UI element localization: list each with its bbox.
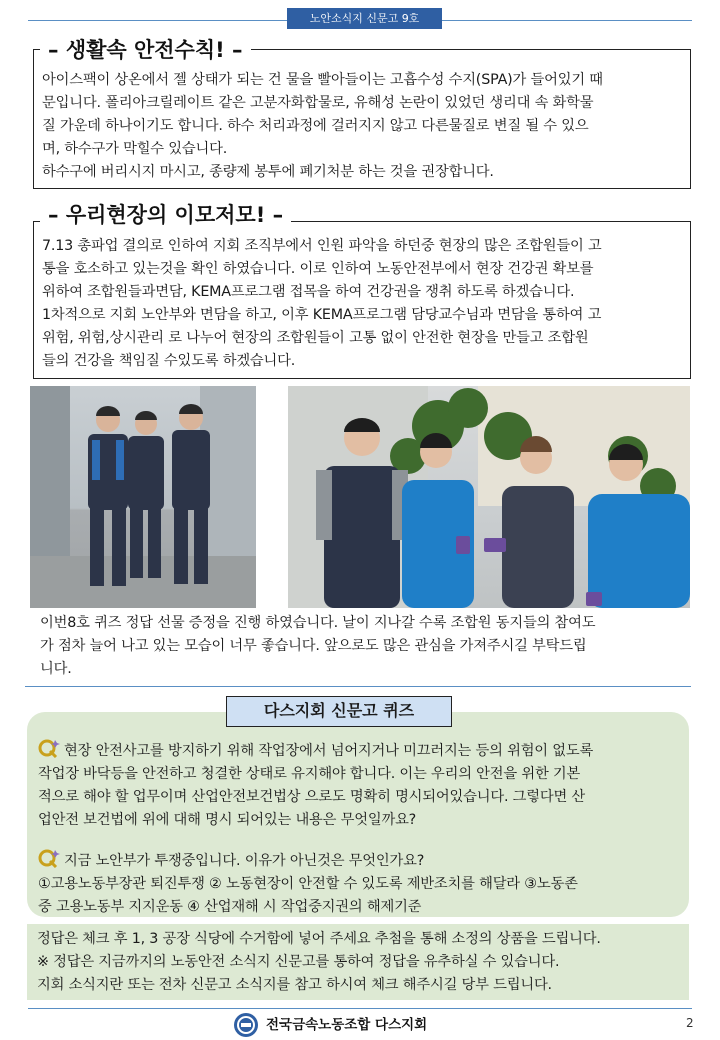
newsletter-issue-tag: 노안소식지 신문고 9호 xyxy=(287,8,442,29)
text-line: 지회 소식지란 또는 전차 신문고 소식지를 참고 하시여 체크 해주시길 당부 드립니다. xyxy=(37,977,552,993)
question-q-icon xyxy=(38,738,62,758)
text-line: 니다. xyxy=(40,661,72,677)
text-line: 이번8호 퀴즈 정답 선물 증정을 진행 하였습니다. 날이 지나갈 수록 조합원 동지들의 참여도 xyxy=(40,615,596,631)
union-name: 전국금속노동조합 다스지회 xyxy=(266,1017,428,1033)
text-line: 위하여 조합원들과면담, KEMA프로그램 접목을 하여 건강권을 쟁취 하도록 하겠습니다. xyxy=(42,284,575,300)
site-news-title-text: 우리현장의 이모저모! xyxy=(65,203,266,227)
safety-rules-text xyxy=(42,69,682,184)
text-line: 들의 건강을 책임질 수있도록 하겠습니다. xyxy=(42,353,296,369)
text-line: 하수구에 버리시지 마시고, 종량제 봉투에 폐기처분 하는 것을 권장합니다. xyxy=(42,164,494,180)
site-news-box xyxy=(33,221,691,379)
text-line: 질 가운데 하나이기도 합니다. 하수 처리과정에 걸러지지 않고 다른물질로 변질 될 수 있으 xyxy=(42,118,589,134)
section-divider xyxy=(25,686,691,687)
text-line: 아이스팩이 상온에서 젤 상태가 되는 건 물을 빨아들이는 고흡수성 수지(SPA)가 들어있기 때 xyxy=(42,72,603,88)
text-line: 중 고용노동부 지지운동 ④ 산업재해 시 작업중지권의 해제기준 xyxy=(38,899,422,915)
text-line: 작업장 바닥등을 안전하고 청결한 상태로 유지해야 합니다. 이는 우리의 안전을 위한 기본 xyxy=(38,766,581,782)
text-line: 7.13 총파업 결의로 인하여 지회 조직부에서 인원 파악을 하던중 현장의 많은 조합원들이 고 xyxy=(42,238,602,254)
text-line: 적으로 해야 할 업무이며 산업안전보건법상 으로도 명확히 명시되어있습니다. 그렇다면 산 xyxy=(38,789,586,805)
safety-rules-box xyxy=(33,49,691,189)
quiz-title: 다스지회 신문고 퀴즈 xyxy=(226,696,452,727)
site-news-text xyxy=(42,235,682,373)
text-line xyxy=(38,848,678,873)
photo-three-workers xyxy=(30,386,256,608)
question-q-icon xyxy=(38,848,62,868)
text-line: ①고용노동부장관 퇴진투쟁 ② 노동현장이 안전할 수 있도록 제반조치를 해달라 ③노동존 xyxy=(38,876,578,892)
text-line: 위험, 위험,상시관리 로 나누어 현장의 조합원들이 고통 없이 안전한 현장을 만들고 조합원 xyxy=(42,330,589,346)
text-line: 문입니다. 폴리아크릴레이트 같은 고분자화합물로, 유해성 논란이 있었던 생리대 속 화학물 xyxy=(42,95,594,111)
quiz-question-1 xyxy=(38,738,678,832)
footer-rule xyxy=(28,1008,692,1009)
text-line xyxy=(38,738,678,763)
answer-instructions xyxy=(27,924,689,1000)
photo-caption xyxy=(40,612,690,681)
text-line: 업안전 보건법에 위에 대해 명시 되어있는 내용은 무엇일까요? xyxy=(38,812,417,828)
safety-rules-title: – 생활속 안전수칙! – xyxy=(40,35,251,65)
safety-rules-title-text: 생활속 안전수칙! xyxy=(65,38,225,62)
site-news-title: – 우리현장의 이모저모! – xyxy=(40,200,291,230)
quiz-q2-line: 지금 노안부가 투쟁중입니다. 이유가 아닌것은 무엇인가요? xyxy=(64,853,425,869)
text-line: 정답은 체크 후 1, 3 공장 식당에 수거함에 넣어 주세요 추첨을 통해 소정의 상품을 드립니다. xyxy=(37,931,601,947)
text-line: 통을 호소하고 있는것을 확인 하였습니다. 이로 인하여 노동안전부에서 현장 건강권 확보를 xyxy=(42,261,594,277)
quiz-q1-line: 현장 안전사고를 방지하기 위해 작업장에서 넘어지거나 미끄러지는 등의 위험이 없도록 xyxy=(64,743,594,759)
text-line: 가 점차 늘어 나고 있는 모습이 너무 좋습니다. 앞으로도 많은 관심을 가져주시길 부탁드립 xyxy=(40,638,587,654)
text-line: 1차적으로 지회 노안부와 면담을 하고, 이후 KEMA프로그램 담당교수님과 면담을 통하여 고 xyxy=(42,307,602,323)
union-logo-icon xyxy=(233,1012,259,1038)
photo-quiz-winners xyxy=(288,386,690,608)
text-line: 며, 하수구가 막힐수 있습니다. xyxy=(42,141,228,157)
text-line: ※ 정답은 지금까지의 노동안전 소식지 신문고를 통하여 정답을 유추하실 수 있습니다. xyxy=(37,954,560,970)
page-number: 2 xyxy=(686,1016,694,1030)
quiz-question-2 xyxy=(38,848,678,919)
